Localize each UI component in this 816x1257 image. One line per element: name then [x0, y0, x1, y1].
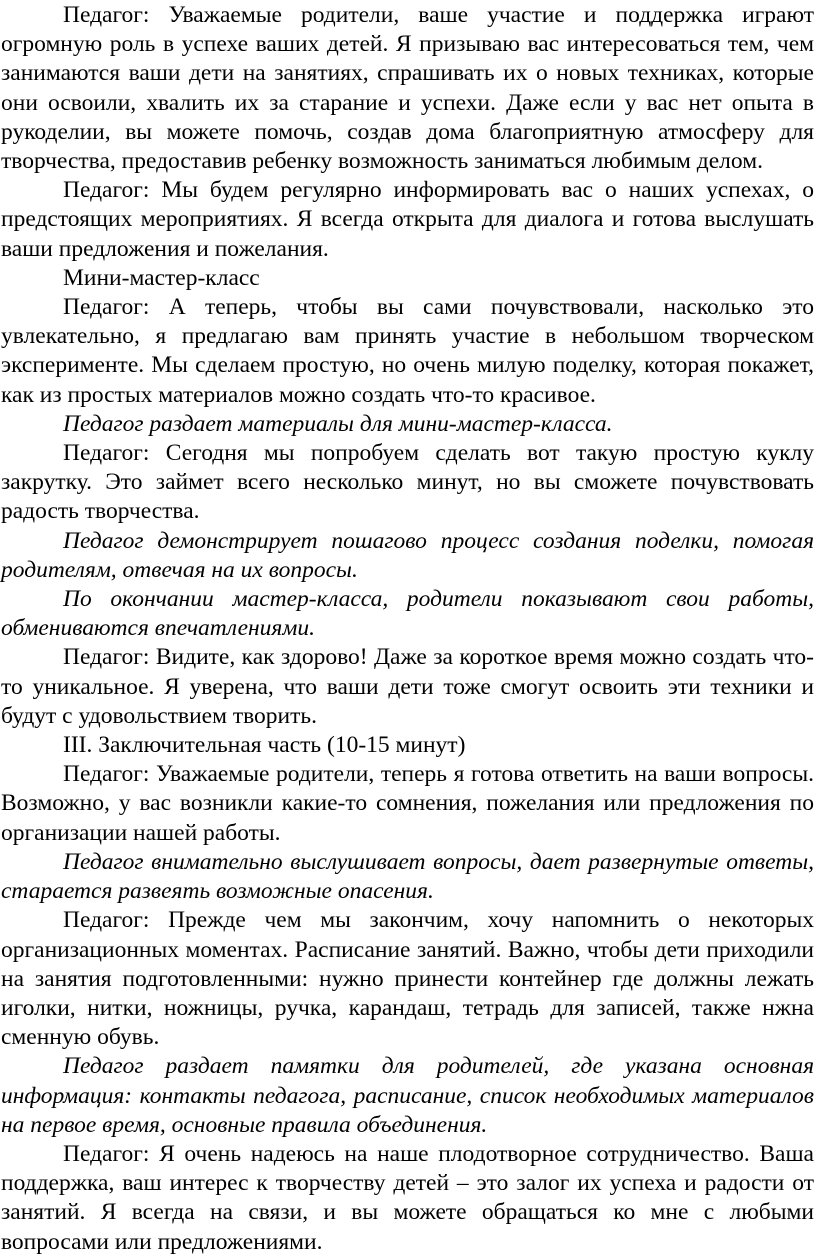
- paragraph-doll-craft: Педагог: Сегодня мы попробуем сделать вот такую простую куклу закрутку. Это займет всего несколько минут, но вы сможете почувствовать радость творчества.: [1, 440, 814, 525]
- stage-direction-handouts: Педагог раздает памятки для родителей, где указана основная информация: контакты педагога, расписание, список необходимых материалов на первое время, основные правила объединения.: [1, 1053, 814, 1138]
- paragraph-closing-remarks: Педагог: Я очень надеюсь на наше плодотворное сотрудничество. Ваша поддержка, ваш интерес к творчеству детей – это залог их успеха и радости от занятий. Я всегда на связи, и вы можете обращаться ко мне с любыми вопросами или предложениями.: [1, 1140, 814, 1255]
- section-heading-final-part: III. Заключительная часть (10-15 минут): [63, 732, 466, 759]
- paragraph-questions: Педагог: Уважаемые родители, теперь я готова ответить на ваши вопросы. Возможно, у вас возникли какие-то сомнения, пожелания или предложения по организации нашей работы.: [1, 761, 814, 846]
- paragraph-information-promise: Педагог: Мы будем регулярно информировать вас о наших успехах, о предстоящих мероприятиях. Я всегда открыта для диалога и готова выслушать ваши предложения и пожелания.: [1, 177, 814, 262]
- paragraph-unique-result: Педагог: Видите, как здорово! Даже за короткое время можно создать что-то уникальное. Я уверена, что ваши дети тоже смогут освоить эти техники и будут с удовольствием творить.: [1, 644, 814, 729]
- paragraph-parent-support: Педагог: Уважаемые родители, ваше участие и поддержка играют огромную роль в успехе ваших детей. Я призываю вас интересоваться тем, чем занимаются ваши дети на занятиях, спрашивать их о новых техниках, которые они освоили, хвалить их за старание и успехи. Даже если у вас нет опыта в рукоделии, вы можете помочь, создав дома благоприятную атмосферу для творчества, предоставив ребенку возможность заниматься любимым делом.: [1, 2, 814, 175]
- stage-direction-materials: Педагог раздает материалы для мини-мастер-класса.: [63, 410, 613, 437]
- paragraph-organizational-notes: Педагог: Прежде чем мы закончим, хочу напомнить о некоторых организационных моментах. Расписание занятий. Важно, чтобы дети приходили на занятия подготовленными: нужно принести контейнер где должны лежать иголки, нитки, ножницы, ручка, карандаш, тетрадь для записей, также нжна сменную обувь.: [1, 907, 814, 1051]
- stage-direction-answers: Педагог внимательно выслушивает вопросы, дает развернутые ответы, старается развеять возможные опасения.: [1, 848, 814, 905]
- stage-direction-show-works: По окончании мастер-класса, родители показывают свои работы, обмениваются впечатлениями.: [1, 586, 814, 642]
- section-heading-mini-master-class: Мини-мастер-класс: [63, 264, 260, 291]
- stage-direction-demonstration: Педагог демонстрирует пошагово процесс создания поделки, помогая родителям, отвечая на их вопросы.: [1, 527, 814, 583]
- paragraph-experiment-invitation: Педагог: А теперь, чтобы вы сами почувствовали, насколько это увлекательно, я предлагаю вам принять участие в небольшом творческом эксперименте. Мы сделаем простую, но очень милую поделку, которая покажет, как из простых материалов можно создать что-то красивое.: [1, 294, 814, 408]
